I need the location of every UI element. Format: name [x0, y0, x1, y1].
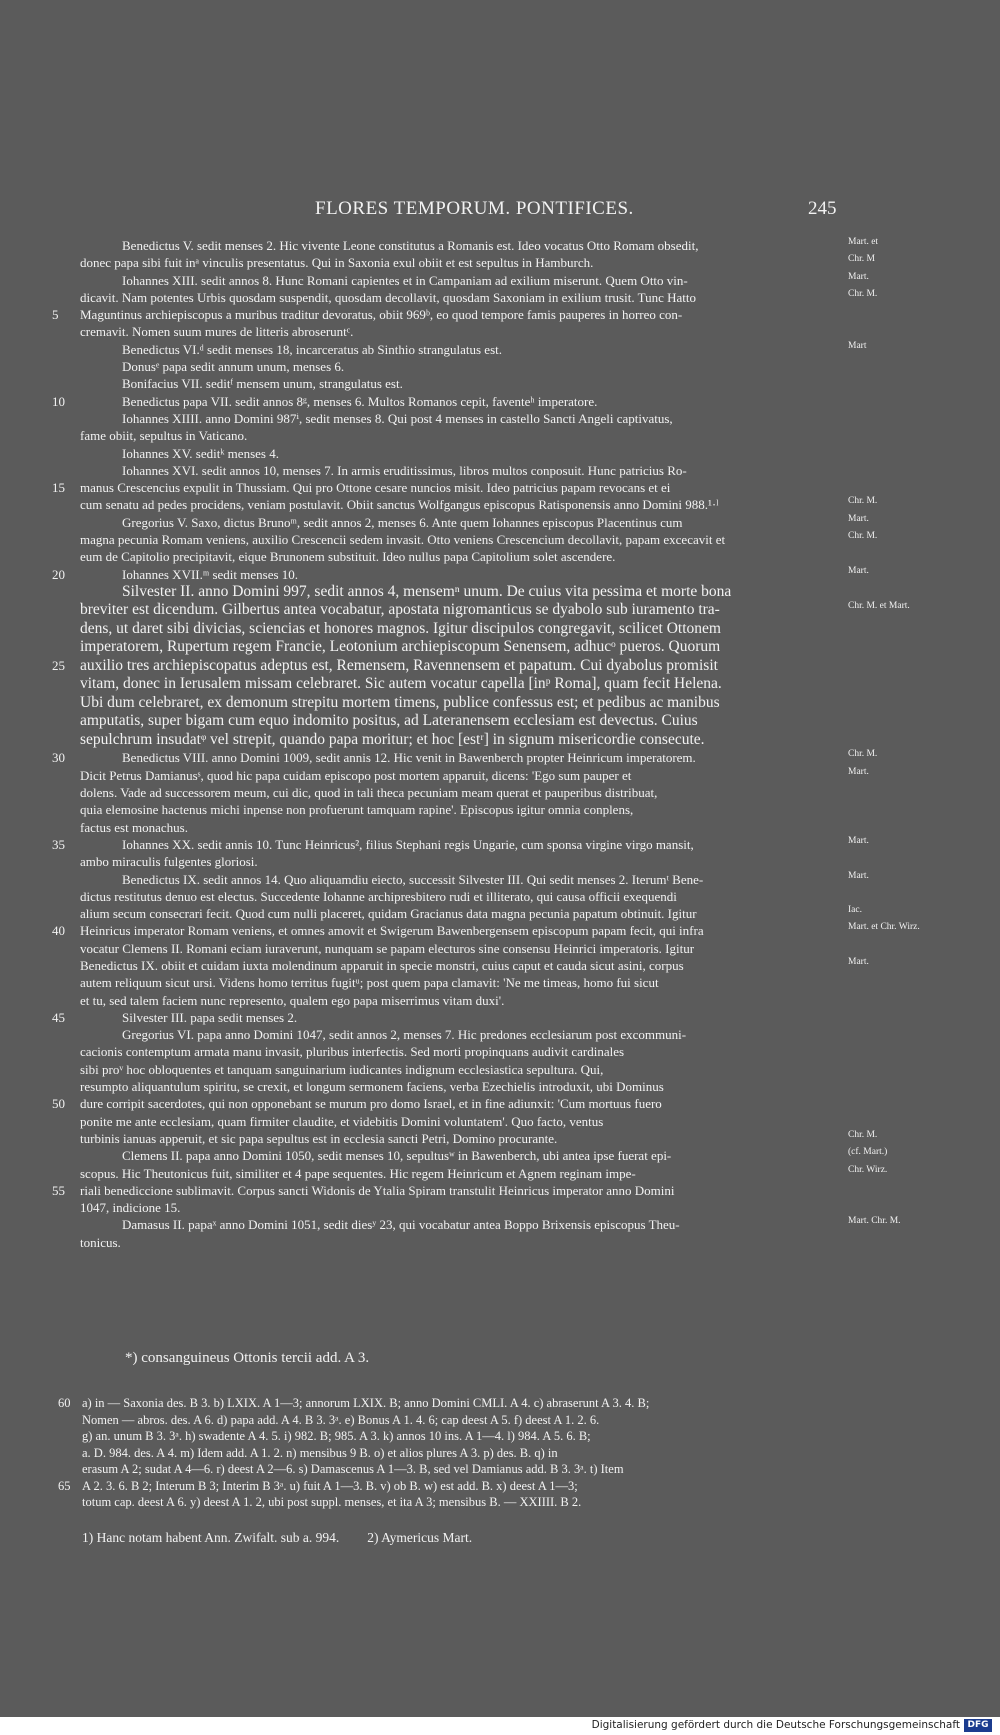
apparatus-text: A 2. 3. 6. B 2; Interum B 3; Interim B 3ᵃ. u) fuit A 1—3. B. v) ob B. w) est add. B. x) deest A 1—3;: [82, 1478, 578, 1493]
line-text: breviter est dicendum. Gilbertus antea vocabatur, apostata nigromanticus se dyabolo sub iuramento tra-: [80, 601, 720, 619]
critical-apparatus: [58, 1395, 882, 1511]
line-text: dicavit. Nam potentes Urbis quosdam suspendit, quosdam decollavit, quosdam Saxoniam in exilium trusit. Tunc Hatto: [80, 289, 696, 305]
apparatus-text: a) in — Saxonia des. B 3. b) LXIX. A 1—3; annorum LXIX. B; anno Domini CMLI. A 4. c) abraserunt A 3. 4. B;: [82, 1396, 650, 1410]
line-text: turbinis ianuas apperuit, et sic papa sepultus est in ecclesia sancti Petri, Domino procurante.: [80, 1130, 558, 1146]
line-text: manus Crescencius expulit in Thussiam. Qui pro Ottone cesare nuncios misit. Ideo patricius papam revocans et ei: [80, 480, 671, 496]
line-text: Maguntinus archiepiscopus a muribus traditur devoratus, obiit 969ᵇ, eo quod tempore famis pauperes in horreo con-: [80, 307, 683, 323]
line-text: vitam, donec in Ierusalem missam celebraret. Sic autem vocatur capella [inᵖ Roma], quam fecit Helena.: [80, 675, 722, 693]
line-text: alium secum consecrari fecit. Quod cum nulli placeret, quidam Gracianus data magna pecunia papatum obtinuit. Igitur: [80, 906, 697, 922]
apparatus-line: [82, 1461, 882, 1478]
text-line: [80, 853, 940, 870]
line-number: 50: [52, 1096, 65, 1112]
line-text: imperatorem, Rupertum regem Francie, Leotonium archiepiscopum Senensem, adhucᵒ pueros. Quorum: [80, 638, 721, 656]
line-text: sepulchrum insudatᵠ vel strepit, quando papa moritur; et hoc [estʳ] in signum misericordie consecute.: [80, 730, 705, 748]
text-line: [52, 835, 940, 853]
text-line: [80, 767, 940, 784]
main-text: [52, 237, 940, 1251]
margin-source-note: Chr. M.: [848, 288, 878, 299]
line-text: Benedictus VI.ᵈ sedit menses 18, incarceratus ab Sinthio strangulatus est.: [122, 341, 503, 357]
line-number: 35: [52, 836, 65, 852]
text-line: [52, 656, 940, 676]
margin-source-note: Chr. M.: [848, 1129, 878, 1140]
line-text: amputatis, super bigam cum equo indomito positus, ad Lateranensem ecclesiam est devectus. Cuius: [80, 712, 698, 730]
line-number: 20: [52, 566, 65, 582]
footnote-star: *) consanguineus Ottonis tercii add. A 3.: [125, 1350, 370, 1366]
text-line: [80, 731, 940, 750]
line-text: auxilio tres archiepiscopatus adeptus est, Remensem, Ravennensem et papatum. Cui dyabolus promisit: [80, 656, 718, 674]
line-text: Iohannes XVII.ᵐ sedit menses 10.: [122, 566, 299, 582]
line-text: Dicit Petrus Damianusˢ, quod hic papa cuidam episcopo post mortem apparuit, dicens: 'Ego sum pauper et: [80, 767, 632, 783]
line-text: Iohannes XVI. sedit annos 10, menses 7. In armis eruditissimus, libros multos conposuit. Hunc patricius Ro-: [122, 462, 687, 478]
apparatus-line: [82, 1412, 882, 1429]
margin-source-note: Chr. M. et Mart.: [848, 601, 910, 612]
margin-source-note: Mart.: [848, 766, 869, 777]
margin-source-note: Mart.: [848, 271, 869, 282]
line-number: 60: [58, 1396, 71, 1410]
text-line: [52, 1182, 940, 1199]
text-line: [80, 940, 940, 957]
line-text: Iohannes XV. seditᵏ menses 4.: [122, 445, 279, 461]
text-line: [80, 427, 940, 444]
line-text: Benedictus IX. obiit et cuidam iuxta molendinum apparuit in specie monstri, cuius caput et cauda sicut asini, corpus: [80, 958, 684, 973]
text-line: [80, 1165, 940, 1182]
text-line: [80, 888, 940, 905]
line-text: cremavit. Nomen suum mures de litteris abroseruntᶜ.: [80, 324, 354, 340]
line-text: Silvester III. papa sedit menses 2.: [122, 1009, 298, 1025]
line-text: eum de Capitolio precipitavit, eique Brunonem substituit. Ideo nullus papa Capitolium solet ascendere.: [80, 549, 616, 565]
reference-note: 1) Hanc notam habent Ann. Zwifalt. sub a. 994.: [82, 1530, 340, 1545]
text-line: [80, 905, 940, 922]
reference-notes: [82, 1530, 500, 1546]
apparatus-text: g) an. unum B 3. 3ᵃ. h) swadente A 4. 5. i) 982. B; 985. A 3. k) annos 10 ins. A 1—4. l) 984. A 5. 6. B;: [82, 1429, 591, 1443]
text-line: [80, 341, 940, 358]
line-text: Iohannes XX. sedit annis 10. Tunc Heinricus², filius Stephani regis Ungarie, cum sponsa virgine virgo mansit,: [122, 836, 694, 852]
text-line: [80, 871, 940, 888]
line-text: dure corripit sacerdotes, qui non opponebant se murum pro domo Israel, et in fine adiunxit: 'Cum mortuus fuero: [80, 1096, 662, 1112]
apparatus-line: [58, 1395, 882, 1412]
line-text: cacionis contemptum armata manu invasit, pluribus interfectis. Sed morti propinquans audivit cardinales: [80, 1044, 625, 1060]
margin-source-note: Mart.: [848, 835, 869, 846]
margin-source-note: Chr. M.: [848, 749, 878, 760]
page-number: 245: [808, 198, 837, 219]
reference-note: 2) Aymericus Mart.: [367, 1530, 473, 1545]
apparatus-line: [82, 1428, 882, 1445]
line-number: 55: [52, 1182, 65, 1198]
line-text: Clemens II. papa anno Domini 1050, sedit menses 10, sepultusʷ in Bawenberch, ubi antea ipse fuerat epi-: [122, 1148, 672, 1164]
apparatus-text: totum cap. deest A 6. y) deest A 1. 2, ubi post suppl. menses, et ita A 3; mensibus B. — XXIIII. B 2.: [82, 1495, 582, 1509]
text-line: [80, 638, 940, 657]
text-line: [80, 601, 940, 620]
text-line: [80, 1113, 940, 1130]
margin-source-note: Mart.: [848, 513, 869, 524]
text-line: [80, 1199, 940, 1216]
line-text: tonicus.: [80, 1234, 121, 1250]
text-line: [80, 496, 940, 513]
line-text: Silvester II. anno Domini 997, sedit annos 4, mensemⁿ unum. De cuius vita pessima et morte bona: [122, 582, 732, 600]
line-text: ponite me ante ecclesiam, quam firmiter claudite, et videbitis Domini voluntatem'. Quo facto, ventus: [80, 1113, 604, 1129]
text-line: [52, 306, 940, 323]
text-line: [80, 819, 940, 836]
text-line: [80, 712, 940, 731]
text-line: [80, 1043, 940, 1060]
running-header: [0, 198, 1000, 226]
apparatus-text: erasum A 2; sudat A 4—6. r) deest A 2—6. s) Damascenus A 1—3. B, sed vel Damianus add. B 3. 3ᵃ. t) Item: [82, 1462, 624, 1476]
margin-source-note: Chr. M: [848, 254, 875, 265]
line-text: Ubi dum celebraret, ex demonum strepitu mortem timens, publice confessus est; et pedibus ac manibus: [80, 693, 720, 711]
line-text: factus est monachus.: [80, 819, 188, 835]
apparatus-line: [82, 1494, 882, 1511]
line-text: sibi proᵛ hoc obloquentes et tanquam sanguinarium iudicantes indignum ecclesiastica sepultura. Qui,: [80, 1061, 604, 1077]
text-line: [80, 974, 940, 991]
line-text: autem reliquum sicut ursi. Videns homo territus fugitᵘ; post quem papa clamavit: 'Ne me timeas, homo fui sicut: [80, 975, 659, 991]
text-line: [52, 749, 940, 766]
apparatus-line: [58, 1478, 882, 1495]
text-line: [80, 1026, 940, 1043]
margin-source-note: Mart. Chr. M.: [848, 1216, 901, 1227]
apparatus-text: a. D. 984. des. A 4. m) Idem add. A 1. 2. n) mensibus 9 B. o) et alios plures A 3. p) des. B. q) in: [82, 1445, 558, 1460]
line-text: Gregorius V. Saxo, dictus Brunoᵐ, sedit annos 2, menses 6. Ante quem Iohannes episcopus Placentinus cum: [122, 514, 683, 530]
text-line: [80, 620, 940, 639]
line-text: cum senatu ad pedes procidens, veniam postulavit. Obiit sanctus Wolfgangus episcopus Ratisponensis anno Domini 988.¹·ˡ: [80, 497, 719, 513]
text-line: [80, 445, 940, 462]
page-title: FLORES TEMPORUM. PONTIFICES.: [315, 198, 634, 219]
line-text: vocatur Clemens II. Romani eciam iuraverunt, nunquam se papam electuros sine consensu Heinrici imperatoris. Igitur: [80, 940, 695, 956]
text-line: [52, 565, 940, 583]
line-text: 1047, indicione 15.: [80, 1200, 181, 1216]
text-line: [80, 254, 940, 271]
line-text: et tu, sed talem faciem nunc represento, qualem ego papa miserrimus vitam duxi'.: [80, 992, 505, 1008]
line-text: magna pecunia Romam veniens, auxilio Crescencii sedem invasit. Otto veniens Crescencium decollavit, papam excecavit et: [80, 532, 726, 548]
line-text: Damasus II. papaˣ anno Domini 1051, sedit diesʸ 23, qui vocabatur antea Boppo Brixensis episcopus Theu-: [122, 1217, 680, 1233]
text-line: [80, 1130, 940, 1147]
text-line: [80, 957, 940, 974]
margin-source-note: Chr. M.: [848, 496, 878, 507]
line-text: resumpto aliquantulum spiritu, se crexit, et longum sermonem faciens, verba Ezechielis introduxit, ubi Dominus: [80, 1079, 664, 1095]
line-text: Iohannes XIII. sedit annos 8. Hunc Romani capientes et in Campaniam ad exilium miserunt. Quem Otto vin-: [122, 272, 688, 288]
text-line: [80, 375, 940, 392]
text-line: [52, 393, 940, 410]
text-line: [80, 323, 940, 340]
line-text: Donusᵉ papa sedit annum unum, menses 6.: [122, 359, 345, 375]
text-line: [80, 675, 940, 694]
line-text: riali benediccione sublimavit. Corpus sancti Widonis de Ytalia Spiram transtulit Heinricus imperator anno Domini: [80, 1182, 675, 1198]
text-line: [80, 583, 940, 602]
text-line: [80, 1078, 940, 1095]
text-line: [80, 531, 940, 548]
text-line: [52, 1095, 940, 1112]
apparatus-line: [82, 1445, 882, 1462]
margin-source-note: Mart.: [848, 957, 869, 967]
line-number: 25: [52, 657, 65, 673]
margin-source-note: Mart.: [848, 870, 869, 881]
line-text: dictus restitutus denuo est electus. Succedente Iohanne archipresbitero rudi et illiterato, qui causa officii exequendi: [80, 888, 677, 904]
margin-source-note: Chr. Wirz.: [848, 1164, 888, 1175]
margin-source-note: Iac.: [848, 905, 862, 916]
text-line: [80, 1147, 940, 1164]
line-text: dolens. Vade ad successorem meum, cui dic, quod in tali theca pecuniam meam querat et pauperibus distribuat,: [80, 785, 658, 801]
text-line: [80, 694, 940, 713]
text-line: [80, 289, 940, 306]
margin-source-note: Chr. M.: [848, 531, 878, 542]
apparatus-text: Nomen — abros. des. A 6. d) papa add. A 4. B 3. 3ᵃ. e) Bonus A 1. 4. 6; cap deest A 5. f) deest A 1. 2. 6.: [82, 1412, 600, 1427]
line-text: quia elemosine hactenus michi inpense non profuerunt tamquam rapine'. Episcopus igitur omnia conplens,: [80, 802, 634, 818]
text-line: [80, 237, 940, 254]
line-text: Benedictus IX. sedit annos 14. Quo aliquamdiu eiecto, successit Silvester III. Qui sedit menses 2. Iterumᵗ Bene-: [122, 871, 704, 887]
line-text: Bonifacius VII. seditᶠ mensem unum, strangulatus est.: [122, 376, 403, 392]
line-text: Benedictus V. sedit menses 2. Hic vivente Leone constitutus a Romanis est. Ideo vocatus Otto Romam obsedit,: [122, 238, 699, 253]
line-text: Heinricus imperator Romam veniens, et omnes amovit et Swigerum Bawenbergensem episcopum papam fecit, qui infra: [80, 923, 704, 939]
text-line: [80, 784, 940, 801]
margin-source-note: Mart. et: [848, 237, 879, 247]
text-line: [80, 548, 940, 565]
line-text: dens, ut daret sibi divicias, sciencias et honores magnos. Igitur discipulos congregavit, scilicet Ottonem: [80, 619, 721, 637]
line-number: 45: [52, 1009, 65, 1025]
margin-source-note: Mart: [848, 340, 867, 351]
margin-source-note: Mart.: [848, 565, 869, 576]
text-line: [52, 479, 940, 496]
line-number: 15: [52, 480, 65, 496]
line-text: Gregorius VI. papa anno Domini 1047, sedit annos 2, menses 7. Hic predones ecclesiarum post excommuni-: [122, 1027, 687, 1043]
margin-source-note: Mart. et Chr. Wirz.: [848, 922, 920, 933]
line-text: fame obiit, sepultus in Vaticano.: [80, 428, 248, 444]
text-line: [80, 992, 940, 1009]
text-line: [80, 1216, 940, 1233]
text-line: [80, 801, 940, 818]
line-number: 10: [52, 393, 65, 409]
text-line: [80, 462, 940, 479]
line-text: Iohannes XIIII. anno Domini 987ⁱ, sedit menses 8. Qui post 4 menses in castello Sancti Angeli captivatus,: [122, 410, 673, 426]
text-line: [80, 1234, 940, 1251]
text-line: [80, 514, 940, 531]
text-line: [80, 272, 940, 289]
text-line: [80, 358, 940, 375]
text-line: [80, 410, 940, 427]
line-number: 30: [52, 750, 65, 766]
text-line: [80, 1061, 940, 1078]
text-line: [52, 922, 940, 939]
line-text: scopus. Hic Theutonicus fuit, similiter et 4 pape sequentes. Hic regem Heinricum et Agnem reginam impe-: [80, 1165, 636, 1181]
line-text: Benedictus papa VII. sedit annos 8ᵍ, menses 6. Multos Romanos cepit, faventeʰ imperatore.: [122, 393, 598, 409]
line-number: 40: [52, 923, 65, 939]
line-number: 65: [58, 1478, 71, 1493]
line-number: 5: [52, 307, 59, 323]
line-text: Benedictus VIII. anno Domini 1009, sedit annis 12. Hic venit in Bawenberch propter Heinricum imperatorem.: [122, 750, 696, 766]
line-text: donec papa sibi fuit inᵃ vinculis presentatus. Qui in Saxonia exul obiit et est sepultus in Hamburch.: [80, 255, 594, 271]
footer-credit: Digitalisierung gefördert durch die Deutsche Forschungsgemeinschaft: [591, 1719, 960, 1731]
text-line: [52, 1009, 940, 1026]
dfg-logo: DFG: [964, 1719, 992, 1732]
margin-source-note: (cf. Mart.): [848, 1147, 888, 1158]
line-text: ambo miraculis fulgentes gloriosi.: [80, 854, 258, 870]
